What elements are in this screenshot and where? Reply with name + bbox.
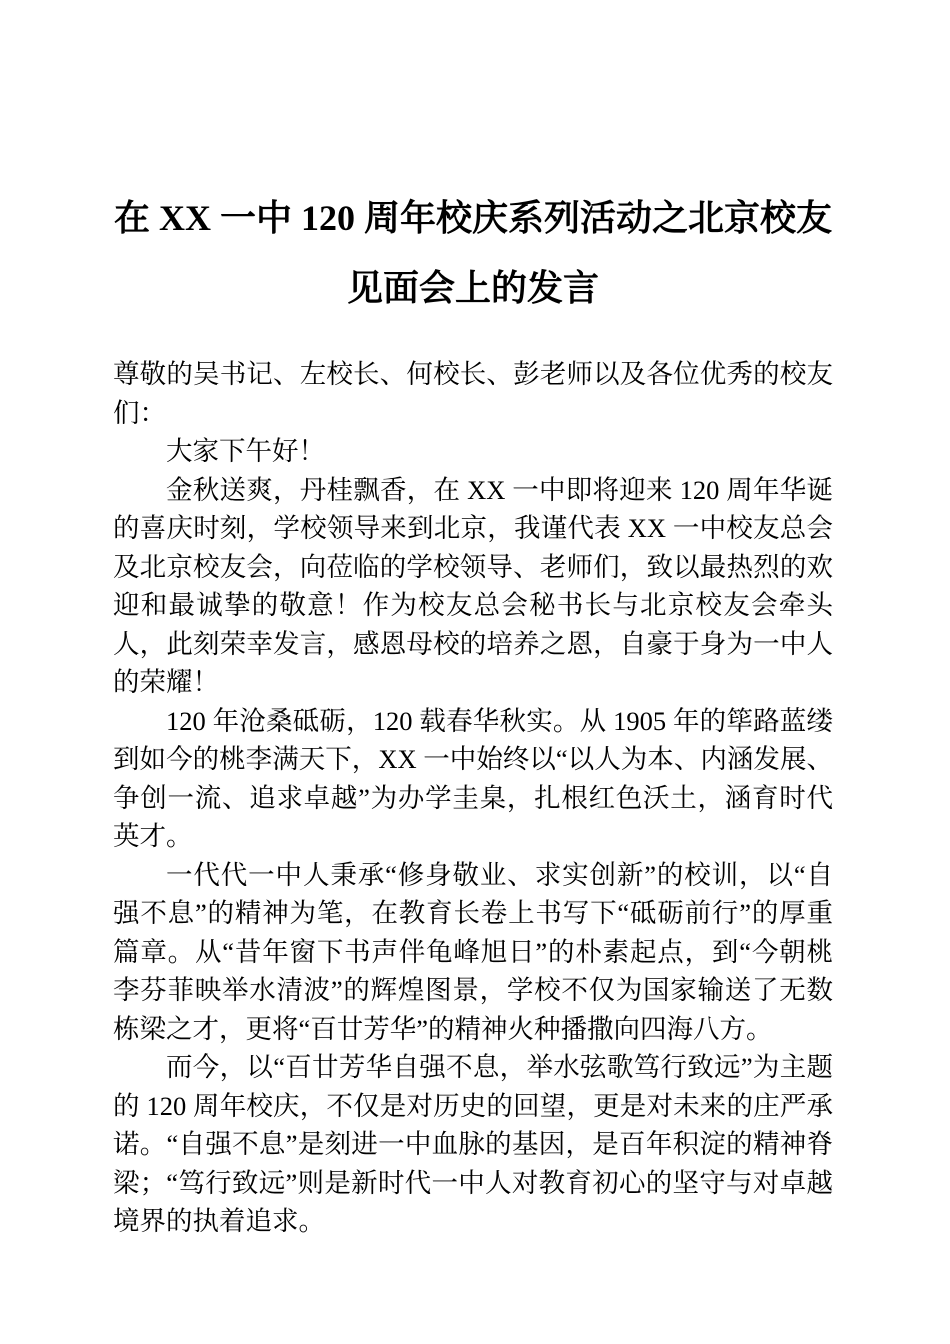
body-paragraph: 120 年沧桑砥砺，120 载春华秋实。从 1905 年的筚路蓝缕到如今的桃李满天下，XX 一中始终以“以人为本、内涵发展、争创一流、追求卓越”为办学圭臬，扎根红色沃土，涵育时代英才。 bbox=[113, 705, 833, 851]
document-title bbox=[113, 183, 833, 323]
body-paragraph: 而今，以“百廿芳华自强不息，举水弦歌笃行致远”为主题的 120 周年校庆，不仅是对历史的回望，更是对未来的庄严承诺。“自强不息”是刻进一中血脉的基因，是百年积淀的精神脊梁；“笃行致远”则是新时代一中人对教育初心的坚守与对卓越境界的执着追求。 bbox=[113, 1052, 833, 1236]
document-body bbox=[113, 355, 833, 1241]
document-title-line-1: 在 XX 一中 120 周年校庆系列活动之北京校友 bbox=[114, 198, 832, 238]
body-paragraph: 金秋送爽，丹桂飘香，在 XX 一中即将迎来 120 周年华诞的喜庆时刻，学校领导来到北京，我谨代表 XX 一中校友总会及北京校友会，向莅临的学校领导、老师们，致以最热烈的欢迎和最诚挚的敬意！作为校友总会秘书长与北京校友会牵头人，此刻荣幸发言，感恩母校的培养之恩，自豪于身为一中人的荣耀！ bbox=[113, 474, 833, 697]
greeting-paragraph: 大家下午好！ bbox=[166, 436, 325, 466]
salutation-paragraph: 尊敬的吴书记、左校长、何校长、彭老师以及各位优秀的校友们： bbox=[113, 359, 833, 428]
document-title-line-2: 见面会上的发言 bbox=[346, 268, 599, 308]
body-paragraph: 一代代一中人秉承“修身敬业、求实创新”的校训，以“自强不息”的精神为笔，在教育长卷上书写下“砥砺前行”的厚重篇章。从“昔年窗下书声伴龟峰旭日”的朴素起点，到“今朝桃李芬菲映举水清波”的辉煌图景，学校不仅为国家输送了无数栋梁之才，更将“百廿芳华”的精神火种播撒向四海八方。 bbox=[113, 859, 833, 1044]
